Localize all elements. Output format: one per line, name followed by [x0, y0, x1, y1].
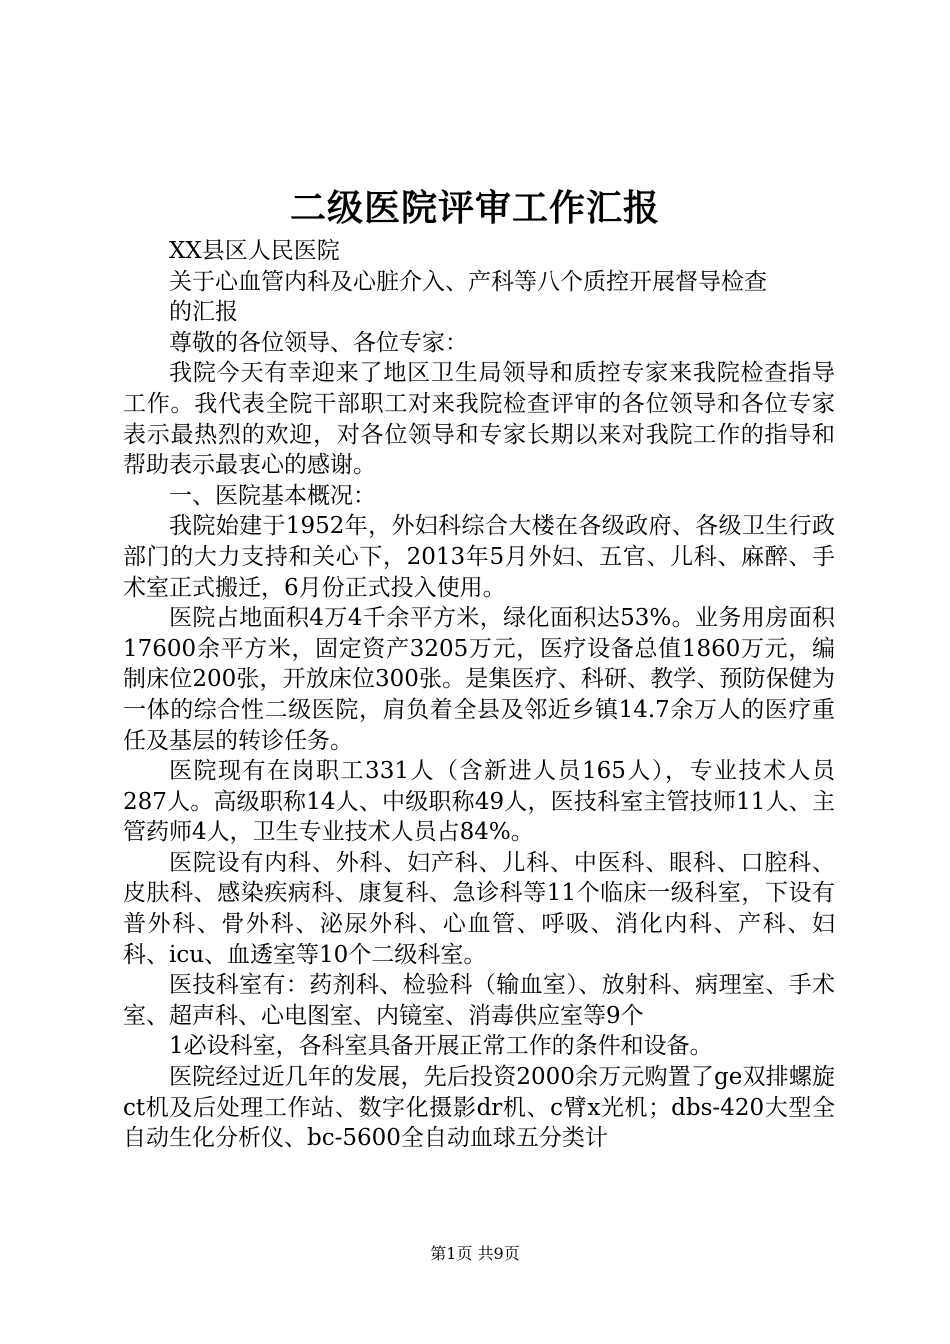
paragraph-welcome: 我院今天有幸迎来了地区卫生局领导和质控专家来我院检查指导工作。我代表全院干部职工对来我院检查评审的各位领导和各位专家表示最热烈的欢迎，对各位领导和专家长期以来对我院工作的指导和帮助表示最衷心的感谢。 — [123, 360, 835, 479]
paragraph-area-assets: 医院占地面积4万4千余平方米，绿化面积达53%。业务用房面积17600余平方米，固定资产3205万元，医疗设备总值1860万元，编制床位200张，开放床位300张。是集医疗、科研、教学、预防保健为一体的综合性二级医院，肩负着全县及邻近乡镇14.7余万人的医疗重任及基层的转诊任务。 — [123, 605, 835, 754]
paragraph-clinical-departments: 医院设有内科、外科、妇产科、儿科、中医科、眼科、口腔科、皮肤科、感染疾病科、康复科、急诊科等11个临床一级科室，下设有普外科、骨外科、泌尿外科、心血管、呼吸、消化内科、产科、妇科、icu、血透室等10个二级科室。 — [123, 849, 835, 968]
page-number-footer: 第1页 共9页 — [430, 1244, 520, 1263]
paragraph-salutation: 尊敬的各位领导、各位专家： — [169, 329, 468, 356]
paragraph-hospital-name: XX县区人民医院 — [169, 238, 340, 264]
section-heading-overview: 一、医院基本概况： — [169, 482, 376, 509]
paragraph-staff: 医院现有在岗职工331人（含新进人员165人），专业技术人员287人。高级职称14人、中级职称49人，医技科室主管技师11人、主管药师4人，卫生专业技术人员占84%。 — [123, 758, 835, 846]
document-title: 二级医院评审工作汇报 — [289, 187, 660, 229]
paragraph-report-subject-cont: 的汇报 — [169, 299, 238, 326]
paragraph-medtech-departments: 医技科室有：药剂科、检验科（输血室）、放射科、病理室、手术室、超声科、心电图室、内镜室、消毒供应室等9个 — [123, 972, 835, 1029]
paragraph-report-subject: 关于心血管内科及心脏介入、产科等八个质控开展督导检查 — [169, 268, 767, 295]
paragraph-departments-cont: 1必设科室，各科室具备开展正常工作的条件和设备。 — [169, 1033, 713, 1060]
paragraph-equipment: 医院经过近几年的发展，先后投资2000余万元购置了ge双排螺旋ct机及后处理工作站、数字化摄影dr机、c臂x光机；dbs-420大型全自动生化分析仪、bc-5600全自动血球五分类计 — [123, 1064, 835, 1152]
document-body — [123, 236, 835, 1154]
paragraph-history: 我院始建于1952年，外妇科综合大楼在各级政府、各级卫生行政部门的大力支持和关心下，2013年5月外妇、五官、儿科、麻醉、手术室正式搬迁，6月份正式投入使用。 — [123, 513, 835, 601]
